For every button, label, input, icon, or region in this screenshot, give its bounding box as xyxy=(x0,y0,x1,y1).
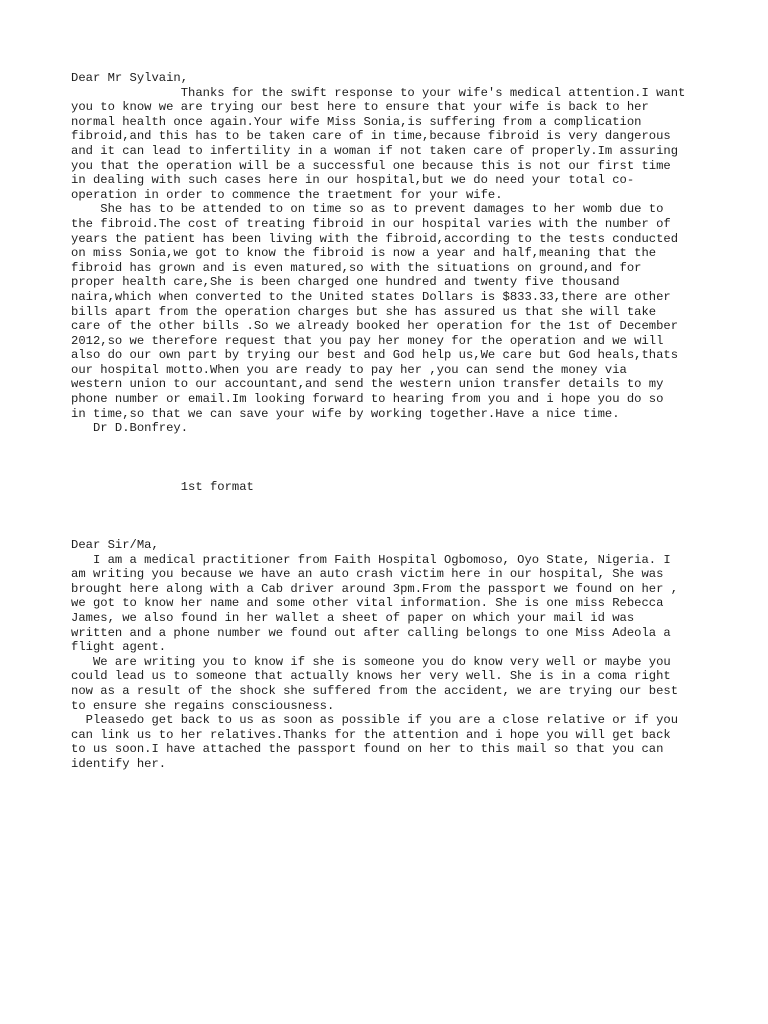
text-line: naira,which when converted to the United states Dollars is $833.33,there are other xyxy=(71,289,671,304)
text-line: in dealing with such cases here in our hospital,but we do need your total co- xyxy=(71,173,635,188)
text-line: I am a medical practitioner from Faith Hospital Ogbomoso, Oyo State, Nigeria. I xyxy=(71,552,671,567)
text-line: written and a phone number we found out after calling belongs to one Miss Adeola a xyxy=(71,625,671,640)
text-line: and it can lead to infertility in a woman if not taken care of properly.Im assuring xyxy=(71,143,679,158)
spacer xyxy=(71,436,711,465)
text-line: am writing you because we have an auto crash victim here in our hospital, She was xyxy=(71,567,664,582)
text-line: on miss Sonia,we got to know the fibroid is now a year and half,meaning that the xyxy=(71,246,657,261)
document-page xyxy=(71,71,711,772)
letter-2 xyxy=(71,538,711,772)
text-line: to ensure she regains consciousness. xyxy=(71,698,335,713)
text-line: Thanks for the swift response to your wife's medical attention.I want xyxy=(71,85,686,100)
text-line: brought here along with a Cab driver around 3pm.From the passport we found on her , xyxy=(71,581,679,596)
text-line: phone number or email.Im looking forward to hearing from you and i hope you do so xyxy=(71,392,664,407)
text-line: bills apart from the operation charges but she has assured us that she will take xyxy=(71,304,657,319)
spacer xyxy=(71,523,711,538)
text-line: we got to know her name and some other vital information. She is one miss Rebecca xyxy=(71,596,664,611)
text-line: flight agent. xyxy=(71,640,167,655)
spacer xyxy=(71,465,711,480)
text-line: 2012,so we therefore request that you pay her money for the operation and we will xyxy=(71,333,664,348)
text-line: identify her. xyxy=(71,756,167,771)
text-line: you to know we are trying our best here to ensure that your wife is back to her xyxy=(71,100,649,115)
text-line: can link us to her relatives.Thanks for the attention and i hope you will get back xyxy=(71,727,671,742)
text-line: Dr D.Bonfrey. xyxy=(71,421,189,436)
text-line: care of the other bills .So we already booked her operation for the 1st of December xyxy=(71,319,679,334)
text-line: fibroid,and this has to be taken care of in time,because fibroid is very dangerous xyxy=(71,129,671,144)
spacer xyxy=(71,494,711,523)
text-line: could lead us to someone that actually knows her very well. She is in a coma right xyxy=(71,669,671,684)
text-line: our hospital motto.When you are ready to pay her ,you can send the money via xyxy=(71,362,627,377)
letter-2-body xyxy=(71,553,711,772)
text-line: also do our own part by trying our best and God help us,We care but God heals,thats xyxy=(71,348,679,363)
text-line: to us soon.I have attached the passport found on her to this mail so that you can xyxy=(71,742,664,757)
text-line: Pleasedo get back to us as soon as possible if you are a close relative or if you xyxy=(71,713,679,728)
text-line: fibroid has grown and is even matured,so with the situations on ground,and for xyxy=(71,260,642,275)
text-line: in time,so that we can save your wife by working together.Have a nice time. xyxy=(71,406,620,421)
text-line: proper health care,She is been charged one hundred and twenty five thousand xyxy=(71,275,620,290)
text-line: operation in order to commence the traetment for your wife. xyxy=(71,187,503,202)
letter-1-body xyxy=(71,86,711,436)
text-line: We are writing you to know if she is someone you do know very well or maybe you xyxy=(71,654,671,669)
letter-2-salutation: Dear Sir/Ma, xyxy=(71,538,159,552)
text-line: western union to our accountant,and send the western union transfer details to my xyxy=(71,377,664,392)
text-line: years the patient has been living with the fibroid,according to the tests conducted xyxy=(71,231,679,246)
text-line: She has to be attended to on time so as to prevent damages to her womb due to xyxy=(71,202,664,217)
format-label: 1st format xyxy=(71,479,254,494)
letter-1 xyxy=(71,71,711,436)
text-line: you that the operation will be a successful one because this is not our first time xyxy=(71,158,671,173)
letter-1-salutation: Dear Mr Sylvain, xyxy=(71,71,189,85)
text-line: now as a result of the shock she suffered from the accident, we are trying our best xyxy=(71,683,679,698)
text-line: the fibroid.The cost of treating fibroid in our hospital varies with the number of xyxy=(71,216,671,231)
text-line: James, we also found in her wallet a sheet of paper on which your mail id was xyxy=(71,610,635,625)
text-line: normal health once again.Your wife Miss Sonia,is suffering from a complication xyxy=(71,114,642,129)
